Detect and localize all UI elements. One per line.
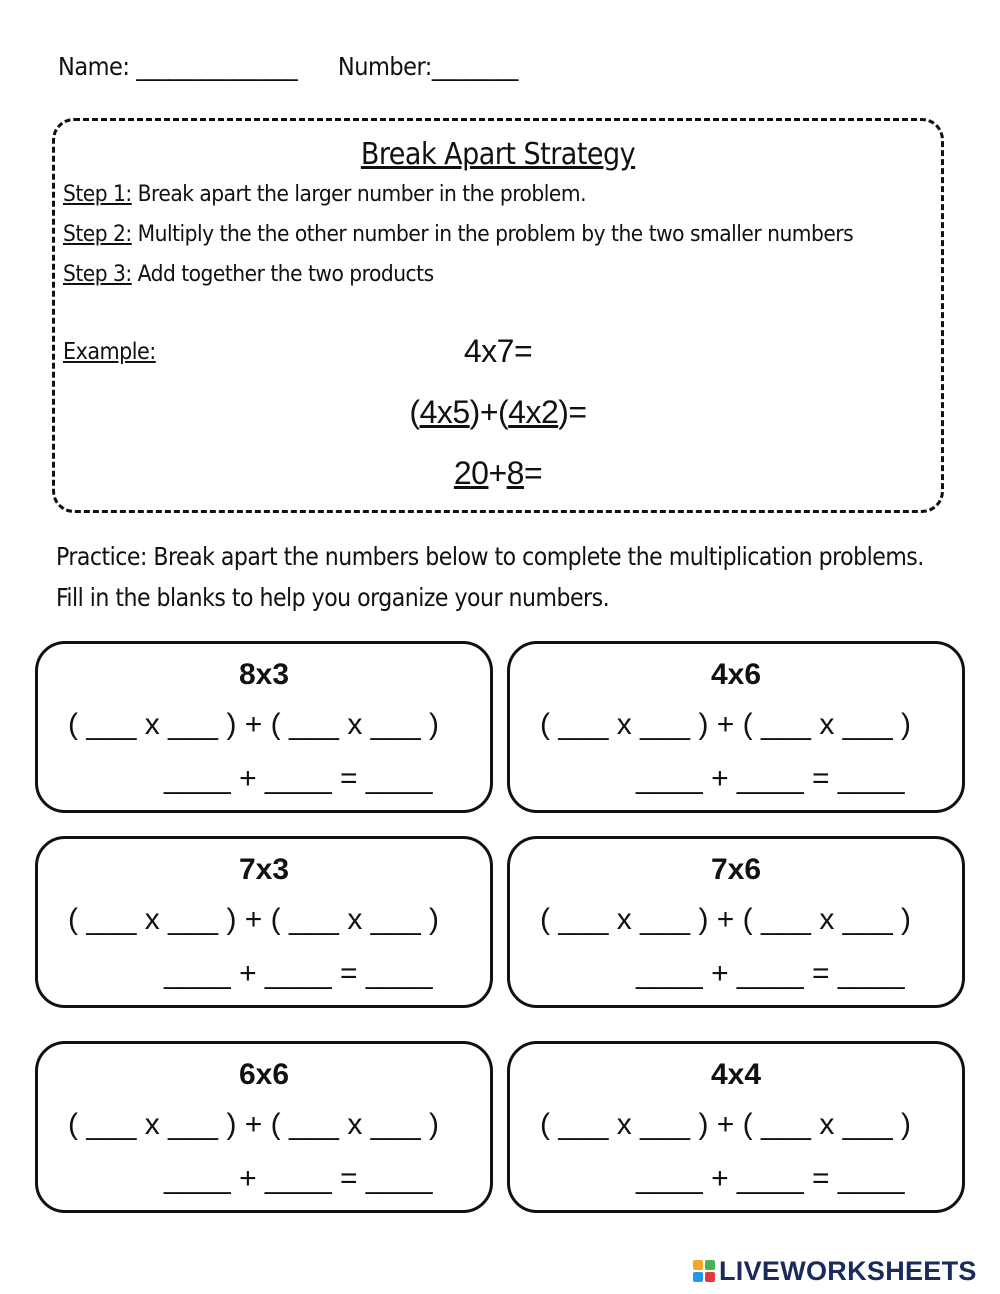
problem-title: 7x6 (710, 853, 762, 886)
problem-card (507, 1041, 965, 1213)
step-1-label: Step 1: (63, 181, 132, 207)
example-product-1: 20 (453, 455, 489, 491)
example-plus: + (488, 455, 507, 491)
step-1 (63, 181, 586, 207)
break-apart-blanks[interactable]: ( ___ x ___ ) + ( ___ x ___ ) (68, 903, 440, 936)
sum-blanks[interactable]: ____ + ____ = ____ (636, 1162, 905, 1195)
logo-square-icon (693, 1272, 703, 1282)
logo-square-icon (705, 1272, 715, 1282)
strategy-box (52, 118, 944, 513)
step-2-text: Multiply the the other number in the problem by the two smaller numbers (131, 221, 854, 247)
logo-square-icon (693, 1260, 703, 1270)
number-field[interactable]: Number:________ (337, 52, 518, 81)
break-apart-blanks[interactable]: ( ___ x ___ ) + ( ___ x ___ ) (540, 903, 912, 936)
sum-blanks[interactable]: ____ + ____ = ____ (636, 762, 905, 795)
sum-blanks[interactable]: ____ + ____ = ____ (164, 957, 433, 990)
step-3 (63, 261, 434, 287)
example-label: Example: (63, 339, 156, 365)
problem-card (507, 641, 965, 813)
logo-text: LIVEWORKSHEETS (719, 1255, 977, 1286)
example-line-1: 4x7= (463, 333, 533, 369)
example-line-3 (55, 455, 941, 492)
step-3-label: Step 3: (63, 261, 132, 287)
liveworksheets-logo[interactable] (693, 1256, 977, 1286)
problem-title: 4x4 (710, 1058, 762, 1091)
problem-card (35, 641, 493, 813)
step-3-text: Add together the two products (131, 261, 434, 287)
example-equals: = (523, 455, 543, 491)
example-product-2: 8 (506, 455, 524, 491)
example-term-1: 4x5 (419, 394, 470, 430)
problem-title: 6x6 (238, 1058, 290, 1091)
practice-instructions: Practice: Break apart the numbers below to complete the multiplication problems. Fill in the blanks to help you organize your numbers. (56, 542, 924, 612)
sum-blanks[interactable]: ____ + ____ = ____ (164, 1162, 433, 1195)
step-2-label: Step 2: (63, 221, 132, 247)
example-term-2: 4x2 (508, 394, 559, 430)
break-apart-blanks[interactable]: ( ___ x ___ ) + ( ___ x ___ ) (68, 1108, 440, 1141)
break-apart-blanks[interactable]: ( ___ x ___ ) + ( ___ x ___ ) (540, 708, 912, 741)
step-2 (63, 221, 853, 247)
problem-title: 4x6 (710, 658, 762, 691)
strategy-title: Break Apart Strategy (360, 137, 636, 172)
break-apart-blanks[interactable]: ( ___ x ___ ) + ( ___ x ___ ) (540, 1108, 912, 1141)
problem-card (35, 836, 493, 1008)
sum-blanks[interactable]: ____ + ____ = ____ (164, 762, 433, 795)
liveworksheets-logo-icon (693, 1260, 715, 1282)
sum-blanks[interactable]: ____ + ____ = ____ (636, 957, 905, 990)
student-info-header (58, 52, 518, 81)
example-paren: ( (409, 394, 420, 430)
name-field[interactable]: Name: _______________ (58, 52, 298, 81)
problem-title: 7x3 (238, 853, 290, 886)
step-1-text: Break apart the larger number in the problem. (131, 181, 586, 207)
break-apart-blanks[interactable]: ( ___ x ___ ) + ( ___ x ___ ) (68, 708, 440, 741)
problem-title: 8x3 (238, 658, 290, 691)
problem-card (507, 836, 965, 1008)
problem-card (35, 1041, 493, 1213)
example-close: )= (558, 394, 587, 430)
example-mid: )+( (469, 394, 509, 430)
example-line-2 (55, 394, 941, 431)
logo-square-icon (705, 1260, 715, 1270)
